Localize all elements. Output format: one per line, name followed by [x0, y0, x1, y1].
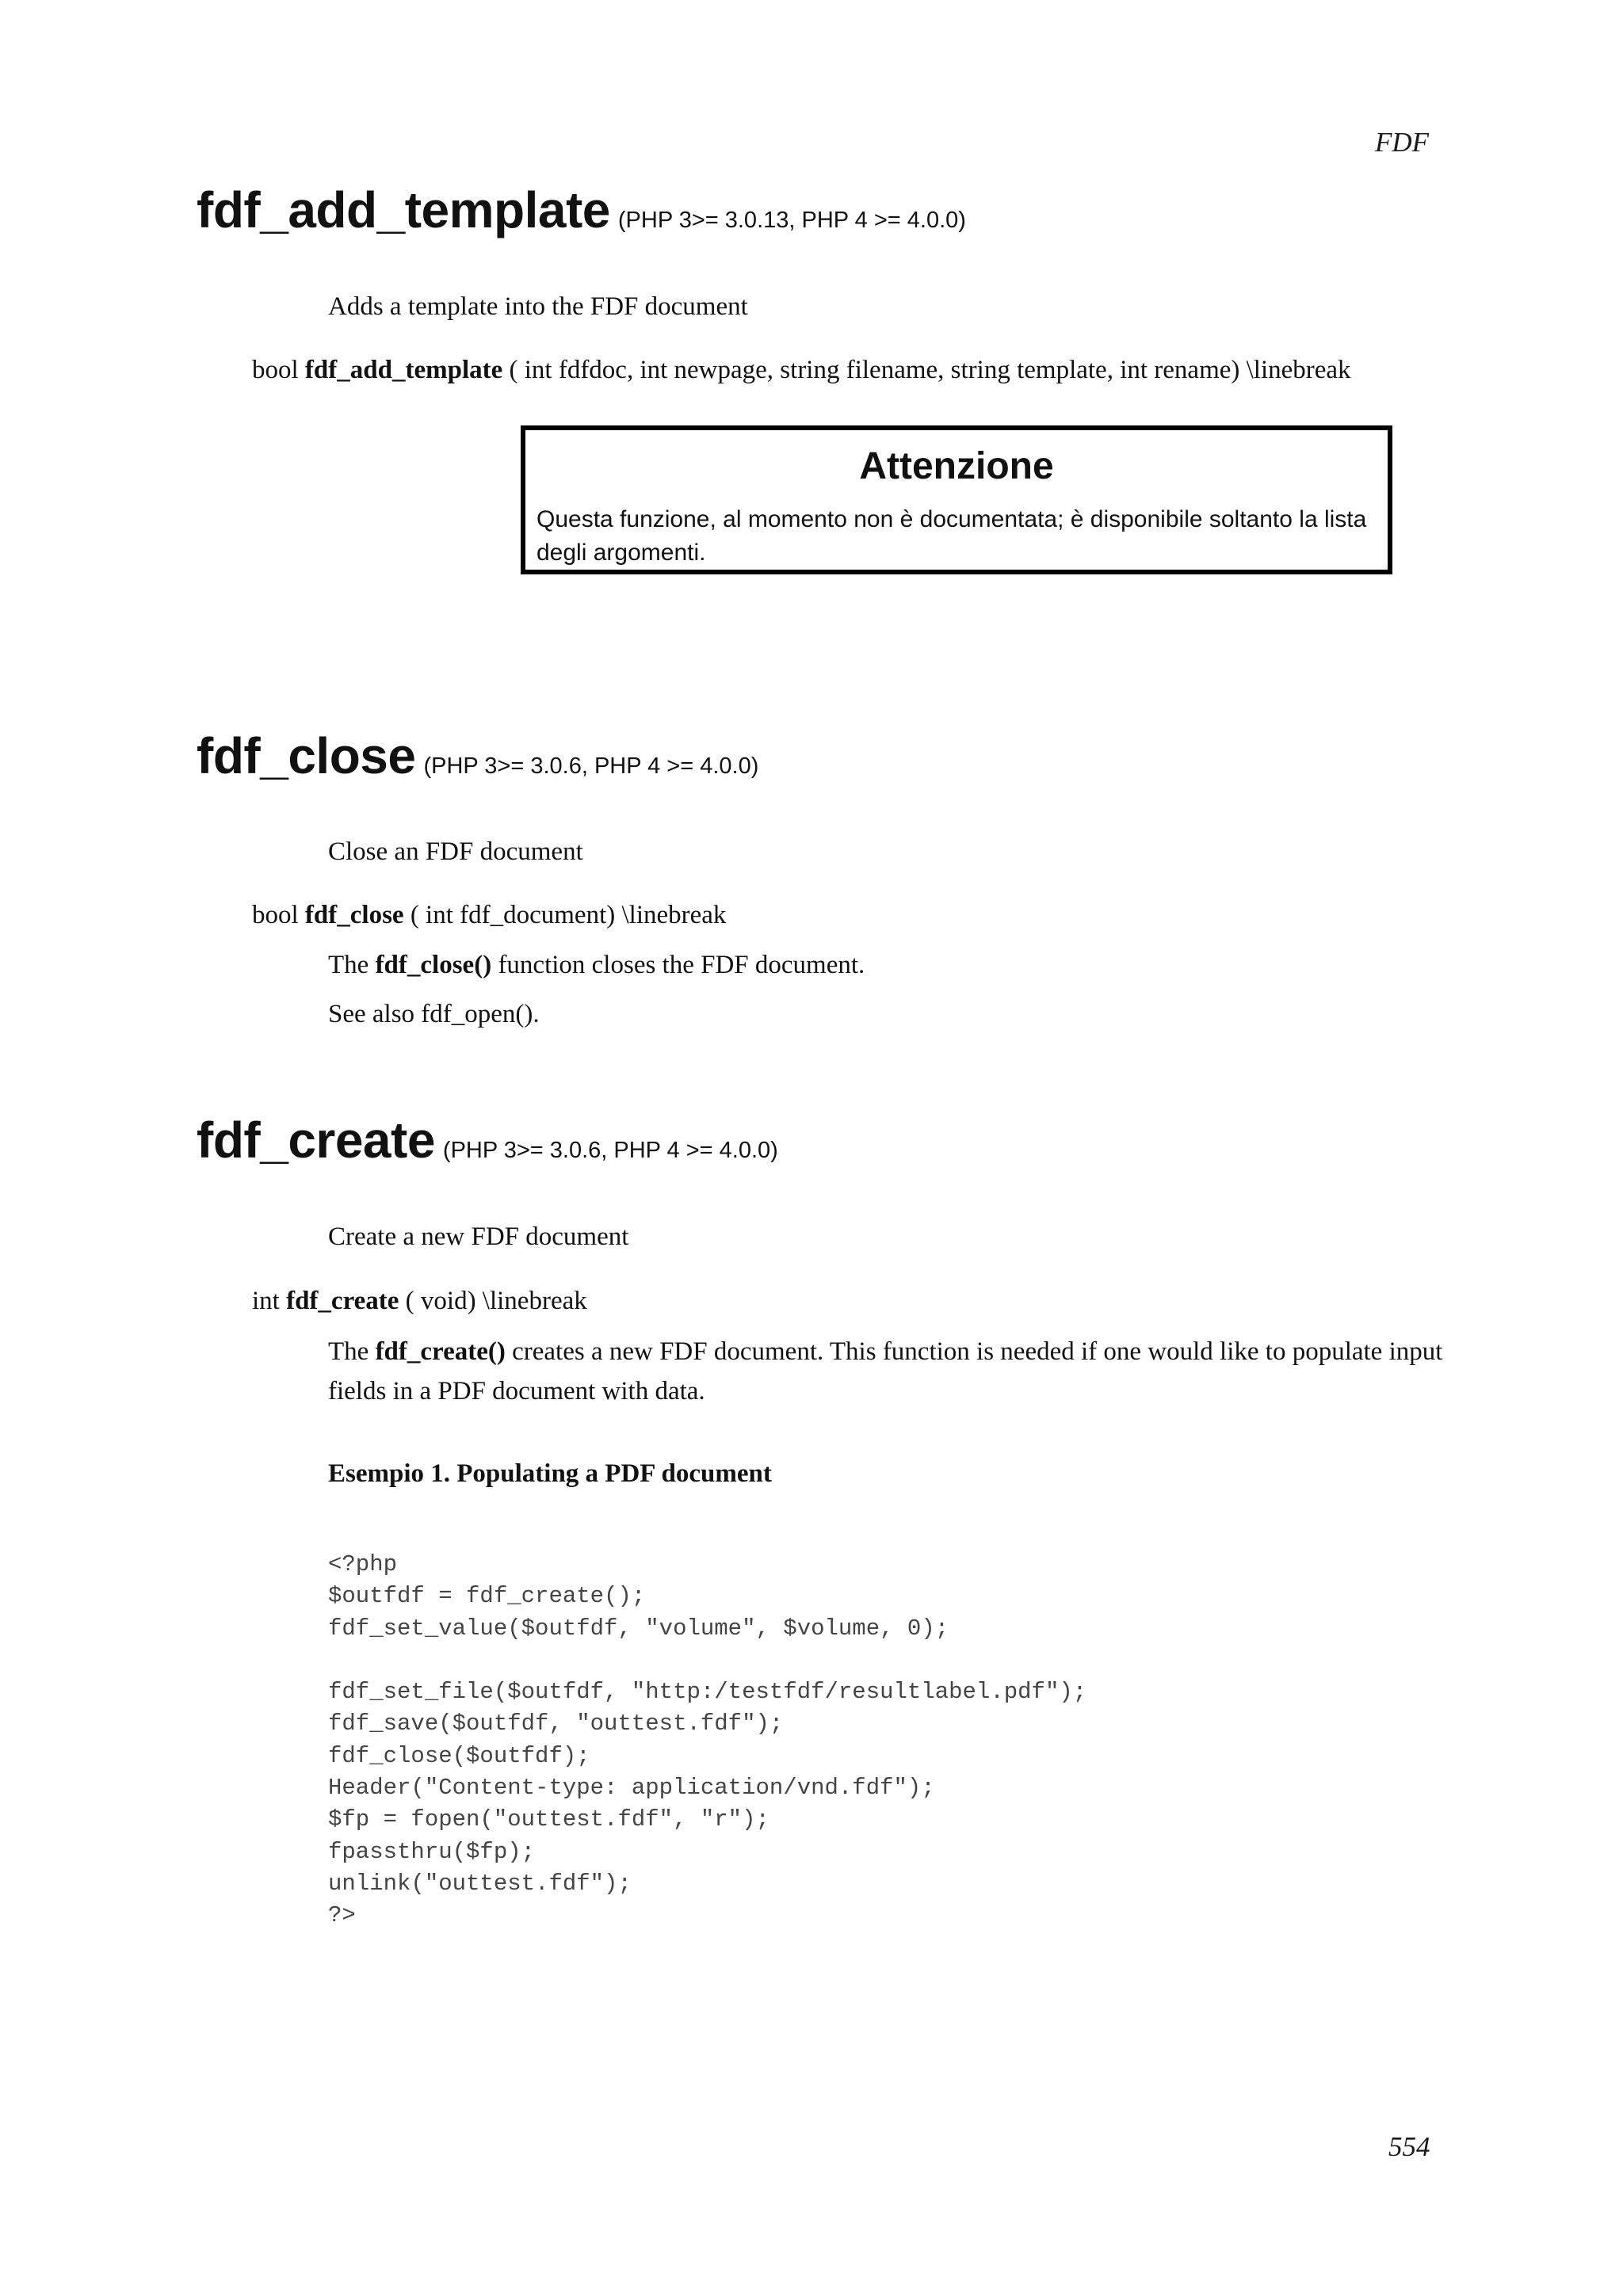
- function-synopsis: [252, 895, 726, 935]
- function-summary: Adds a template into the FDF document: [328, 292, 748, 321]
- function-version: (PHP 3>= 3.0.13, PHP 4 >= 4.0.0): [617, 208, 966, 233]
- function-name: fdf_close: [197, 727, 416, 784]
- function-version: (PHP 3>= 3.0.6, PHP 4 >= 4.0.0): [442, 1138, 778, 1163]
- function-heading: [197, 1111, 778, 1169]
- synopsis-function-name: fdf_close: [304, 901, 404, 929]
- function-heading: [197, 181, 966, 239]
- synopsis-function-name: fdf_create: [286, 1287, 399, 1315]
- synopsis-params: ( int fdfdoc, int newpage, string filename, string template, int rename) \linebreak: [509, 356, 1351, 384]
- return-type: int: [252, 1287, 280, 1315]
- warning-title: Attenzione: [859, 445, 1054, 487]
- synopsis-params: ( void) \linebreak: [405, 1287, 587, 1315]
- desc-pre: The: [328, 1337, 376, 1366]
- code-example: <?php $outfdf = fdf_create(); fdf_set_value($outfdf, "volume", $volume, 0); fdf_set_file($outfdf, "http:/testfdf/resultlabel.pdf"); fdf_save($outfdf, "outtest.fdf"); fdf_close($outfdf); Header("Content-type: application/vnd.fdf"); $fp = fopen("outtest.fdf", "r"); fpassthru($fp); unlink("outtest.fdf"); ?>: [328, 1551, 1087, 1929]
- desc-function-ref: fdf_close(): [375, 951, 492, 979]
- function-name: fdf_add_template: [197, 181, 610, 238]
- function-description: [328, 945, 865, 985]
- desc-post: function closes the FDF document.: [491, 951, 865, 979]
- synopsis-params: ( int fdf_document) \linebreak: [410, 901, 727, 929]
- function-version: (PHP 3>= 3.0.6, PHP 4 >= 4.0.0): [423, 753, 759, 779]
- synopsis-function-name: fdf_add_template: [304, 356, 503, 384]
- desc-post: creates a new FDF document. This function is needed if one would like to populate input fields in a PDF document with data.: [328, 1337, 1443, 1405]
- function-heading: [197, 727, 758, 785]
- example-title: Esempio 1. Populating a PDF document: [328, 1459, 772, 1488]
- function-summary: Create a new FDF document: [328, 1222, 629, 1251]
- desc-pre: The: [328, 951, 376, 979]
- desc-function-ref: fdf_create(): [375, 1337, 506, 1366]
- see-also: See also fdf_open().: [328, 1000, 540, 1028]
- warning-box: [521, 425, 1392, 574]
- function-synopsis: [252, 350, 1351, 390]
- function-summary: Close an FDF document: [328, 837, 583, 866]
- return-type: bool: [252, 901, 299, 929]
- function-synopsis: [252, 1281, 587, 1321]
- function-description: [328, 1332, 1461, 1411]
- page-number: 554: [1388, 2131, 1430, 2162]
- function-name: fdf_create: [197, 1112, 435, 1169]
- running-header: FDF: [1375, 127, 1430, 158]
- warning-text: Questa funzione, al momento non è documentata; è disponibile soltanto la lista degli argomenti.: [537, 506, 1367, 566]
- return-type: bool: [252, 356, 299, 384]
